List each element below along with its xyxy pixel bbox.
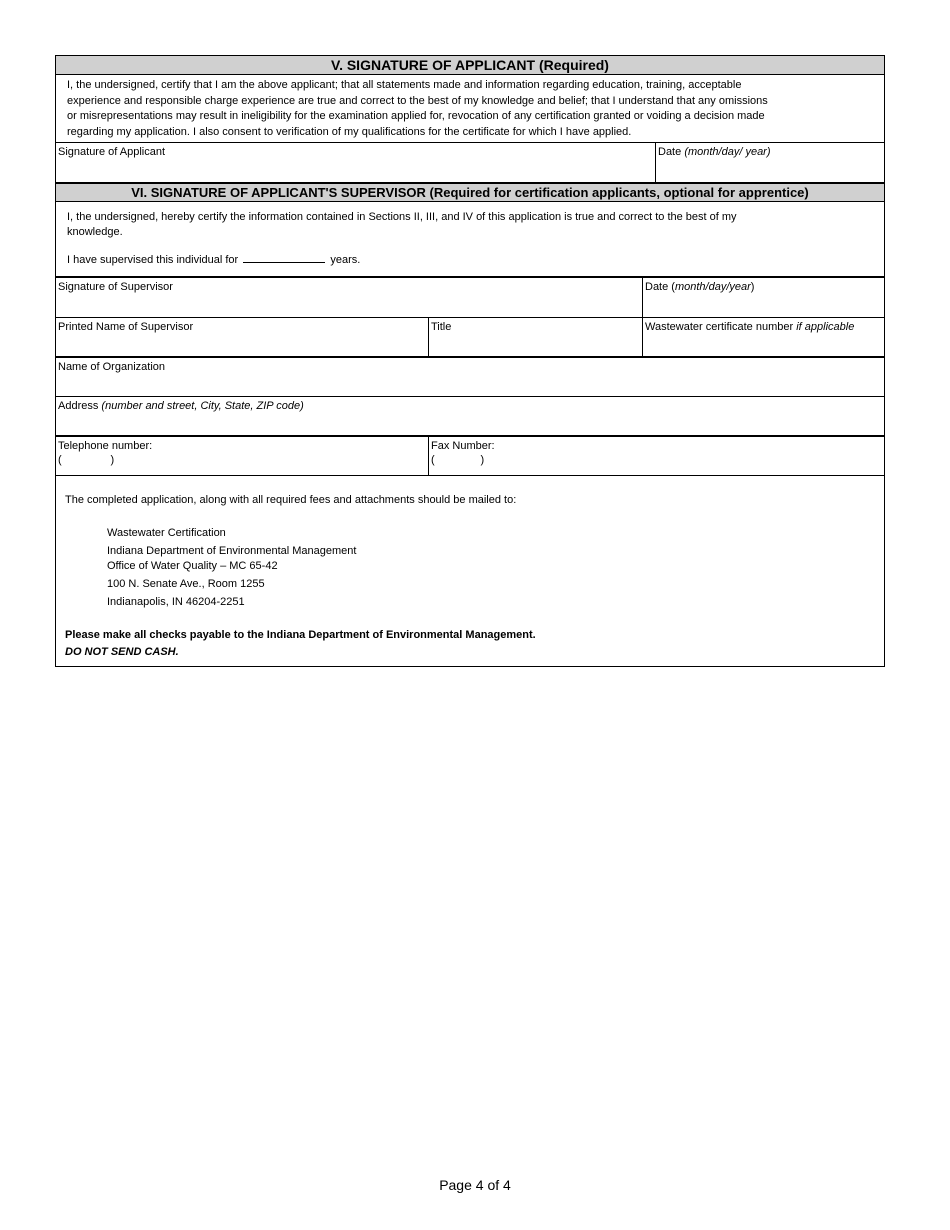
supervised-years-line (67, 252, 874, 268)
phone-fax-row (56, 437, 884, 476)
mailing-recipient: Wastewater Certification (107, 527, 226, 539)
address-field[interactable] (56, 397, 884, 435)
cert-line: I, the undersigned, certify that I am the above applicant; that all statements made and information regarding education, training, acceptable (67, 79, 742, 91)
supervised-suffix: years. (330, 254, 361, 266)
telephone-field[interactable] (56, 437, 428, 475)
cert-number-label: Wastewater certificate number (645, 321, 794, 333)
supervised-years-field[interactable] (243, 252, 325, 263)
applicant-date-label: Date (658, 146, 682, 158)
applicant-certification-text (56, 75, 884, 143)
address-hint: (number and street, City, State, ZIP code) (101, 400, 304, 412)
telephone-area-code: ( ) (58, 454, 115, 466)
section-6-heading: VI. SIGNATURE OF APPLICANT'S SUPERVISOR (Required for certification applicants, optional for apprentice) (56, 183, 884, 202)
organization-row (56, 358, 884, 397)
cert-line: regarding my application. I also consent to verification of my qualifications for the certificate for which I have applied. (67, 125, 632, 138)
fax-field[interactable] (428, 437, 884, 475)
mailing-address (65, 526, 874, 610)
supervisor-printed-name-label: Printed Name of Supervisor (58, 321, 194, 333)
supervisor-printed-name-field[interactable] (56, 318, 428, 356)
cert-line: experience and responsible charge experience are true and correct to the best of my knowledge and belief; that I understand that any omissions (67, 94, 768, 107)
cert-number-hint: if applicable (796, 321, 855, 333)
cert-line: I, the undersigned, hereby certify the information contained in Sections II, III, and IV of this application is true and correct to the best of my (67, 211, 737, 223)
telephone-label: Telephone number: (58, 440, 153, 452)
page-number: Page 4 of 4 (439, 1177, 511, 1193)
mailing-intro: The completed application, along with all required fees and attachments should be mailed to: (65, 494, 517, 506)
applicant-date-hint: (month/day/ year) (684, 146, 771, 158)
supervisor-title-field[interactable] (428, 318, 642, 356)
cert-line: knowledge. (67, 226, 123, 238)
supervisor-signature-field[interactable] (56, 278, 642, 317)
cert-line: or misrepresentations may result in ineligibility for the examination applied for, revocation of any certification granted or voiding a decision made (67, 110, 765, 122)
fax-label: Fax Number: (431, 440, 495, 452)
supervisor-date-label: Date ( (645, 281, 675, 293)
supervisor-name-row (56, 318, 884, 358)
supervisor-signature-row (56, 278, 884, 318)
supervisor-certification-text (56, 202, 884, 278)
supervisor-cert-number-field[interactable] (642, 318, 884, 356)
address-row (56, 397, 884, 437)
address-line: Indiana Department of Environmental Management (107, 545, 357, 557)
organization-label: Name of Organization (58, 361, 165, 373)
supervisor-date-field[interactable] (642, 278, 884, 317)
supervised-prefix: I have supervised this individual for (67, 254, 239, 266)
application-form (55, 55, 885, 667)
address-label: Address (58, 400, 99, 412)
address-line: Office of Water Quality – MC 65-42 (107, 560, 278, 572)
address-line: 100 N. Senate Ave., Room 1255 (107, 578, 265, 590)
applicant-date-field[interactable] (655, 143, 884, 182)
mailing-instructions (56, 476, 884, 666)
address-line: Indianapolis, IN 46204-2251 (107, 596, 245, 608)
supervisor-signature-label: Signature of Supervisor (58, 281, 173, 293)
applicant-signature-row (56, 143, 884, 183)
section-5-heading: V. SIGNATURE OF APPLICANT (Required) (56, 56, 884, 75)
applicant-signature-label: Signature of Applicant (58, 146, 166, 158)
checks-note: Please make all checks payable to the Indiana Department of Environmental Management. (65, 629, 536, 641)
applicant-signature-field[interactable] (56, 143, 655, 182)
supervisor-date-hint: month/day/year (674, 281, 751, 293)
organization-field[interactable] (56, 358, 884, 396)
fax-area-code: ( ) (431, 454, 485, 466)
supervisor-title-label: Title (431, 321, 452, 333)
cash-note: DO NOT SEND CASH. (65, 646, 179, 658)
supervisor-date-close: ) (750, 281, 755, 293)
